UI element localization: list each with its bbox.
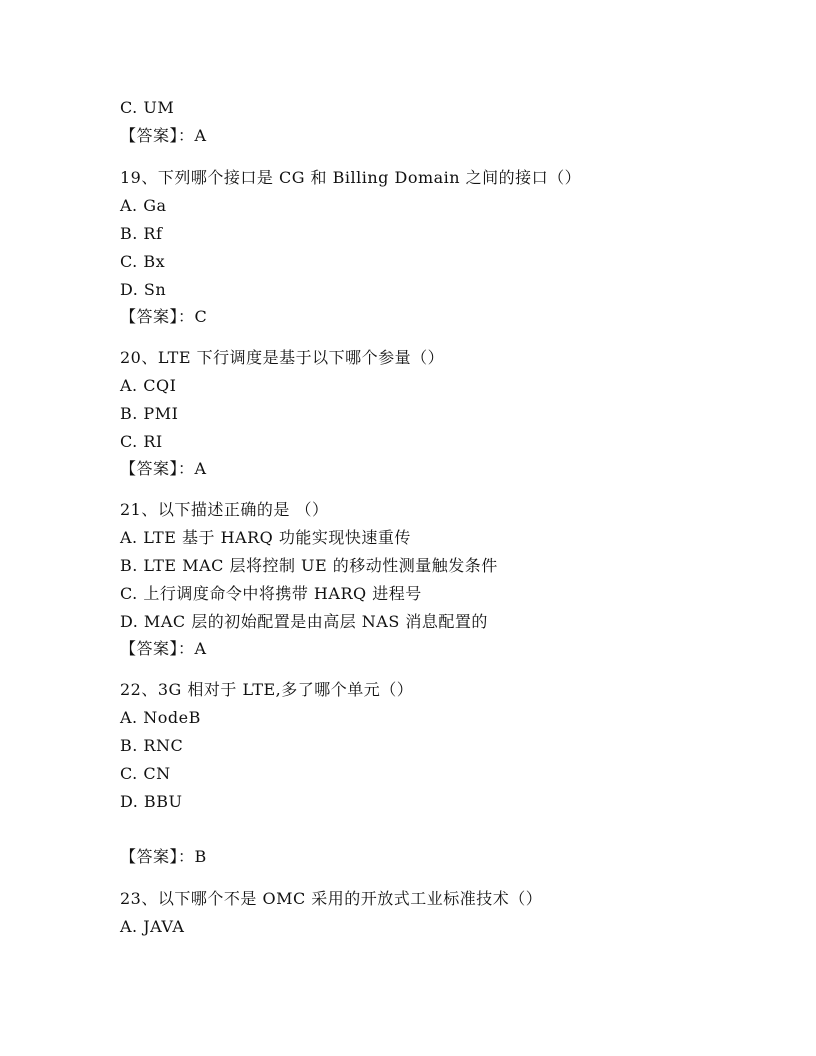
q21-option-b: B. LTE MAC 层将控制 UE 的移动性测量触发条件 (120, 556, 498, 575)
q20-answer: 【答案】：A (120, 459, 207, 478)
q22-option-a: A. NodeB (120, 708, 201, 727)
q21-question: 21、以下描述正确的是 （） (120, 500, 329, 519)
q18-answer: 【答案】：A (120, 126, 207, 145)
q19-option-c: C. Bx (120, 252, 166, 271)
q19-question: 19、下列哪个接口是 CG 和 Billing Domain 之间的接口（） (120, 168, 582, 187)
q21-option-c: C. 上行调度命令中将携带 HARQ 进程号 (120, 584, 422, 603)
q19-option-a: A. Ga (120, 196, 167, 215)
q22-option-c: C. CN (120, 764, 171, 783)
q22-option-b: B. RNC (120, 736, 184, 755)
q21-option-d: D. MAC 层的初始配置是由高层 NAS 消息配置的 (120, 612, 488, 631)
q21-answer: 【答案】：A (120, 639, 207, 658)
q21-option-a: A. LTE 基于 HARQ 功能实现快速重传 (120, 528, 411, 547)
q19-option-d: D. Sn (120, 280, 167, 299)
q20-question: 20、LTE 下行调度是基于以下哪个参量（） (120, 348, 445, 367)
q23-question: 23、以下哪个不是 OMC 采用的开放式工业标准技术（） (120, 889, 543, 908)
q20-option-b: B. PMI (120, 404, 179, 423)
q20-option-a: A. CQI (120, 376, 177, 395)
q19-option-b: B. Rf (120, 224, 163, 243)
q22-answer: 【答案】：B (120, 847, 207, 866)
q22-question: 22、3G 相对于 LTE,多了哪个单元（） (120, 680, 414, 699)
q22-option-d: D. BBU (120, 792, 183, 811)
q23-option-a: A. JAVA (120, 917, 185, 936)
q20-option-c: C. RI (120, 432, 163, 451)
q18-option-c: C. UM (120, 98, 175, 117)
q19-answer: 【答案】：C (120, 307, 208, 326)
